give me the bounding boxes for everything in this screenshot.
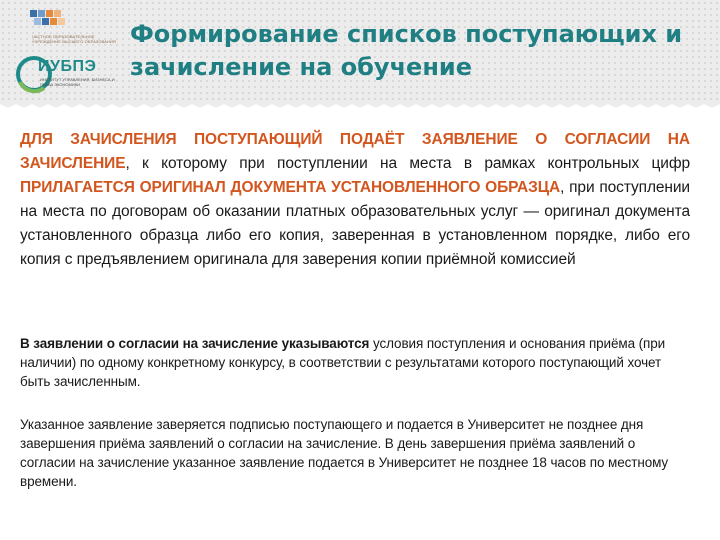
paragraph-lead: В заявлении о согласии на зачисление указываются bbox=[20, 336, 370, 351]
university-logo-caption: ЧАСТНОЕ ОБРАЗОВАТЕЛЬНОЕ УЧРЕЖДЕНИЕ ВЫСШЕГО ОБРАЗОВАНИЯ bbox=[32, 34, 116, 44]
paragraph-text: условия поступления и основания приёма (при наличии) по одному конкретному конкурсу, в соответствии с результатами которого поступающий хочет быть зачисленным. bbox=[20, 336, 666, 389]
header-zigzag-edge bbox=[0, 100, 720, 110]
paragraph-text: , при поступлении на места по договорам об оказании платных образовательных услуг — оригинал документа установленного образца либо его копия, заверенная в установленном порядке, либо его копия с предъявлением оригинала для заверения копии приёмной комиссией bbox=[20, 179, 690, 268]
page-title: Формирование списков поступающих и зачисление на обучение bbox=[130, 20, 683, 81]
iubpe-logo-wordmark: ИУБПЭ bbox=[38, 58, 97, 75]
university-logo bbox=[18, 8, 118, 50]
highlight-consent-statement: ДЛЯ ЗАЧИСЛЕНИЯ ПОСТУПАЮЩИЙ ПОДАЁТ ЗАЯВЛЕНИЕ О СОГЛАСИИ НА ЗАЧИСЛЕНИЕ bbox=[20, 131, 690, 172]
paragraph-enrollment-consent bbox=[20, 128, 690, 272]
iubpe-logo-caption: ИНСТИТУТ УПРАВЛЕНИЯ, БИЗНЕСА И ПРАВА ЭКОНОМИКИ bbox=[40, 77, 115, 87]
paragraph-text: , к которому при поступлении на места в рамках контрольных цифр bbox=[125, 155, 690, 172]
university-tiles-logo-icon bbox=[18, 8, 78, 32]
paragraph-submission-deadline: Указанное заявление заверяется подписью поступающего и подается в Университет не позднее дня завершения приёма заявлений о согласии на зачисление. В день завершения приёма заявлений о согласии на зачисление указанное заявление подается в Университет не позднее 18 часов по местному времени. bbox=[20, 417, 669, 489]
paragraph-consent-contents bbox=[20, 334, 690, 391]
highlight-original-document: ПРИЛАГАЕТСЯ ОРИГИНАЛ ДОКУМЕНТА УСТАНОВЛЕННОГО ОБРАЗЦА bbox=[20, 179, 561, 196]
iubpe-logo bbox=[14, 52, 118, 96]
